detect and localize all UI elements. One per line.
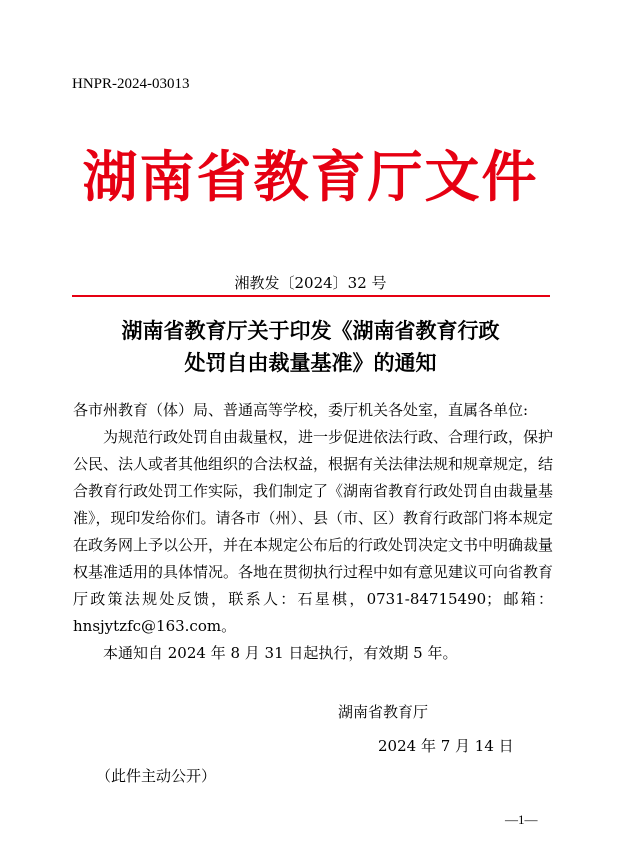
body-paragraph-1: 为规范行政处罚自由裁量权，进一步促进依法行政、合理行政，保护公民、法人或者其他组织的合法权益，根据有关法律法规和规章规定，结合教育行政处罚工作实际，我们制定了《湖南省教育行政处罚自由裁量基准》，现印发给你们。请各市（州）、县（市、区）教育行政部门将本规定在政务网上予以公开，并在本规定公布后的行政处罚决定文书中明确裁量权基准适用的具体情况。各地在贯彻执行过程中如有意见建议可向省教育厅政策法规处反馈，联系人：石星棋，0731-84715490；邮箱：hnsjytzfc@163.com。 [73, 428, 554, 635]
document-number: 湘教发〔2024〕32 号 [234, 274, 387, 292]
issuing-authority: 湖南省教育厅 [338, 703, 429, 721]
salutation: 各市州教育（体）局、普通高等学校，委厅机关各处室，直属各单位: [73, 401, 529, 419]
notice-title-line-2: 处罚自由裁量基准》的通知 [184, 350, 437, 375]
notice-title-line-1: 湖南省教育厅关于印发《湖南省教育行政 [121, 318, 500, 343]
issue-date: 2024 年 7 月 14 日 [378, 737, 514, 755]
notice-body [73, 397, 553, 667]
red-divider-line [72, 295, 550, 297]
body-paragraph-2: 本通知自 2024 年 8 月 31 日起执行，有效期 5 年。 [103, 644, 458, 662]
masthead-title: 湖南省教育厅文件 [82, 145, 539, 209]
disclosure-note: （此件主动公开） [96, 767, 217, 785]
page-number: —1— [505, 812, 538, 827]
document-code: HNPR-2024-03013 [72, 76, 190, 92]
notice-title [50, 315, 571, 379]
